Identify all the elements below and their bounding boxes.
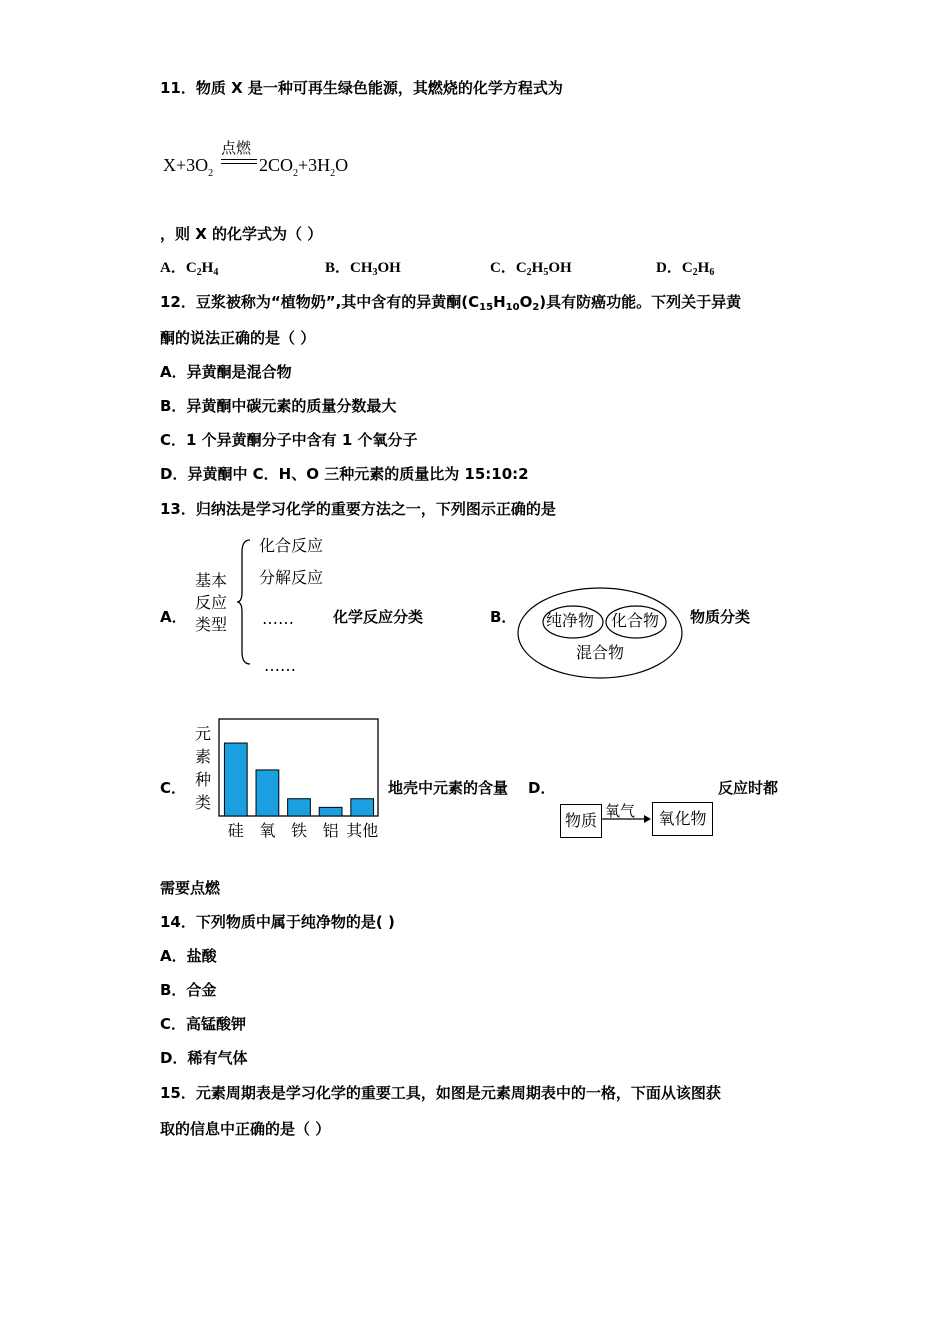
q13-option-a-caption: 化学反应分类 [333,608,424,626]
q13-option-d-caption-a: 反应时都 [718,779,779,797]
bar-1 [256,770,279,816]
bar-0 [224,743,247,816]
tick-label-1: 氧 [259,821,276,840]
arrow-label-oxygen: 氧气 [605,802,636,820]
q12-option-d[interactable]: D．异黄酮中 C．H、O 三种元素的质量比为 15:10:2 [160,465,529,483]
q11-condition: 点燃 [221,139,252,157]
category-line-2: 反应 [195,593,228,612]
brace-icon [236,538,254,666]
q11-question: ，则 X 的化学式为（ ） [160,225,323,243]
bar-4 [351,799,374,816]
q13-option-d-label[interactable]: D． [528,779,556,797]
q11-option-d[interactable]: D．$C_2H_6$ [656,260,715,278]
q12-option-a[interactable]: A．异黄酮是混合物 [160,363,292,381]
bar-2 [288,799,311,816]
tick-label-4: 其他 [346,821,379,840]
q14-option-d[interactable]: D．稀有气体 [160,1049,248,1067]
q11-option-a[interactable]: A．$C_2H_4$ [160,260,219,278]
item-combination: 化合反应 [259,536,324,555]
label-mixture: 混合物 [576,643,625,662]
q14-stem: 14．下列物质中属于纯净物的是( ) [160,913,395,931]
q14-option-a[interactable]: A．盐酸 [160,947,217,965]
ylabel-char-2: 素 [194,747,211,766]
category-line-3: 类型 [195,615,228,634]
tick-label-3: 铝 [322,821,339,840]
q13-option-a-label[interactable]: A． [160,608,187,626]
item-decomposition: 分解反应 [259,568,324,587]
ylabel-char-4: 类 [194,793,211,812]
q13-option-b-caption: 物质分类 [690,608,751,626]
q13-stem: 13．归纳法是学习化学的重要方法之一，下列图示正确的是 [160,500,556,518]
ylabel-char-3: 种 [194,770,211,789]
q15-stem-line2: 取的信息中正确的是（ ） [160,1120,331,1138]
q12-option-b[interactable]: B．异黄酮中碳元素的质量分数最大 [160,397,397,415]
q11-rhs: $2CO_2+3H_2O$ [259,155,349,179]
equals-bar-top [221,159,257,160]
q13-option-d-caption-b: 需要点燃 [160,879,221,897]
label-compound: 化合物 [611,611,660,630]
element-abundance-chart [218,718,384,842]
category-line-1: 基本 [195,571,228,590]
item-ellipsis-2: …… [264,656,296,675]
q11-option-b[interactable]: B．$CH_3OH$ [325,260,401,278]
q13-option-c-label[interactable]: C． [160,779,187,797]
q14-option-b[interactable]: B．合金 [160,981,217,999]
q13-option-c-caption: 地壳中元素的含量 [388,779,509,797]
q15-stem-line1: 15．元素周期表是学习化学的重要工具，如图是元素周期表中的一格，下面从该图获 [160,1084,721,1102]
q11-option-c[interactable]: C．$C_2H_5OH$ [490,260,572,278]
q12-stem: 12．豆浆被称为“植物奶”,其中含有的异黄酮$(C_{15}H_{10}O_2)$具有防癌功能。下列关于异黄 [160,293,742,313]
equals-bar-bottom [221,163,257,164]
flow-box-substance: 物质 [560,804,602,838]
classification-ellipses [516,586,684,680]
bar-3 [319,807,342,816]
tick-label-0: 硅 [227,821,244,840]
q12-stem-line2: 酮的说法正确的是（ ） [160,329,316,347]
tick-label-2: 铁 [290,821,308,840]
item-ellipsis-1: …… [262,609,294,628]
q11-stem: 11．物质 X 是一种可再生绿色能源，其燃烧的化学方程式为 [160,79,563,97]
ylabel-char-1: 元 [194,724,211,743]
flow-box-oxide: 氧化物 [652,802,713,836]
label-pure-substance: 纯净物 [546,611,595,630]
q14-option-c[interactable]: C．高锰酸钾 [160,1015,247,1033]
q11-lhs: $X+3O_2$ [163,155,214,179]
q13-option-b-label[interactable]: B． [490,608,517,626]
right-arrow-icon [602,814,652,824]
q12-option-c[interactable]: C．1 个异黄酮分子中含有 1 个氧分子 [160,431,418,449]
